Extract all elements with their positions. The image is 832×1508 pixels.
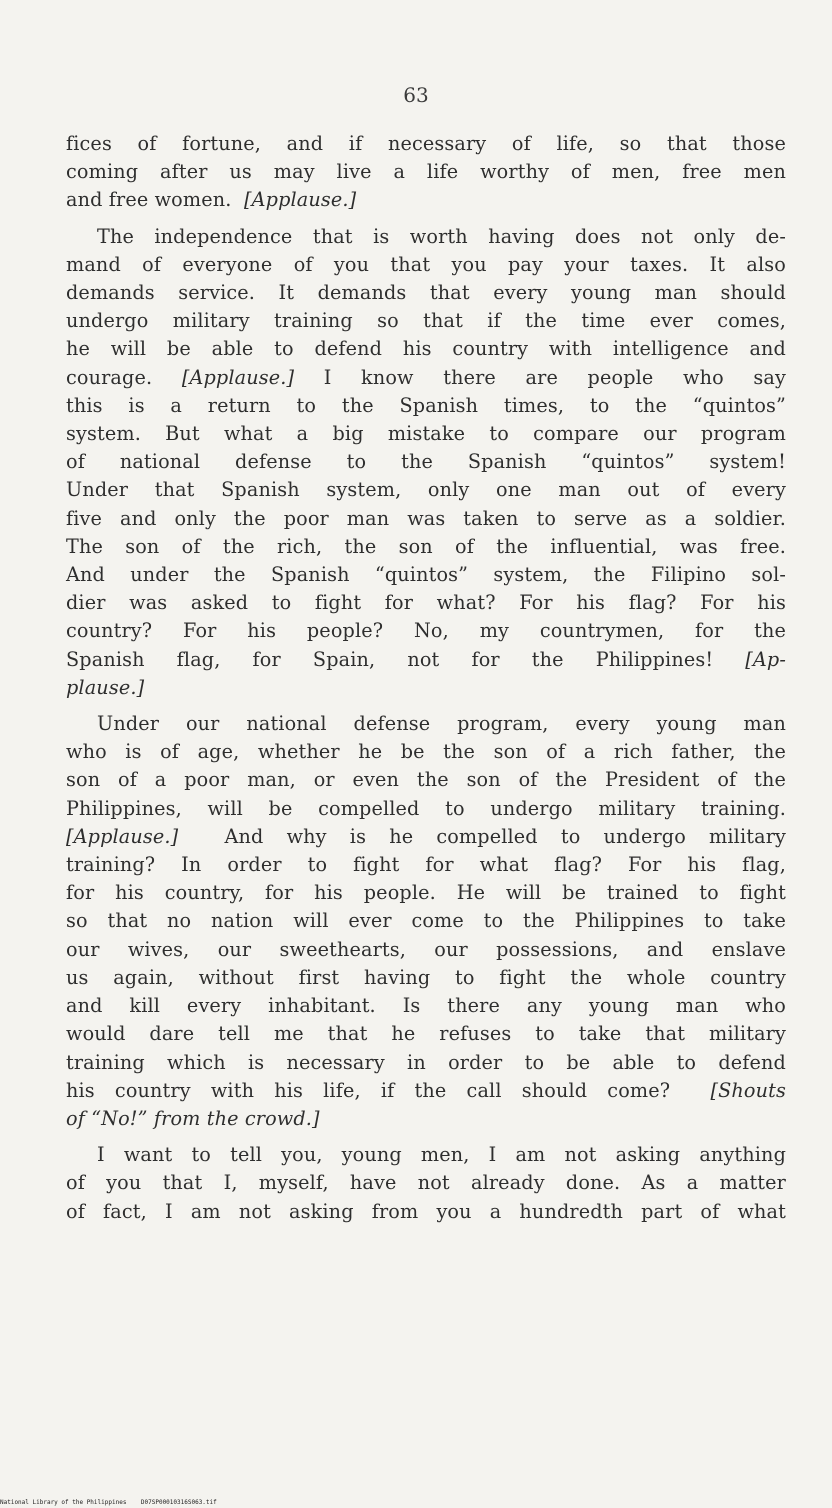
text-line: son of a poor man, or even the son of the President of the xyxy=(66,768,786,792)
text-line: so that no nation will ever come to the Philippines to take xyxy=(66,909,786,933)
text-line xyxy=(66,186,786,214)
footer-file: D07SP00010316S063.tif xyxy=(140,1499,217,1506)
text-line-segment: Spanish flag, for Spain, not for the Philippines! xyxy=(66,647,714,671)
document-body xyxy=(66,130,786,1226)
text-line-segment: And why is he compelled to undergo military xyxy=(224,824,787,848)
text-line: undergo military training so that if the time ever comes, xyxy=(66,309,786,333)
text-line: dier was asked to fight for what? For his flag? For his xyxy=(66,591,786,615)
text-line: he will be able to defend his country with intelligence and xyxy=(66,337,786,361)
text-line xyxy=(66,1077,786,1105)
stage-direction: plause.] xyxy=(66,675,145,699)
stage-direction: [Applause.] xyxy=(181,365,295,389)
text-line: Under our national defense program, every young man xyxy=(97,712,786,736)
text-line: coming after us may live a life worthy of men, free men xyxy=(66,160,786,184)
text-line xyxy=(66,674,786,702)
paragraph-gap xyxy=(66,702,786,710)
text-line: fices of fortune, and if necessary of life, so that those xyxy=(66,132,786,155)
page-number: 63 xyxy=(403,83,429,107)
paragraph-gap xyxy=(66,215,786,223)
text-line: mand of everyone of you that you pay your taxes. It also xyxy=(66,252,786,276)
text-line: The independence that is worth having does not only de- xyxy=(97,224,786,248)
stage-direction: [Applause.] xyxy=(244,188,357,212)
text-line: And under the Spanish “quintos” system, the Filipino sol- xyxy=(66,563,786,587)
stage-direction: [Shouts xyxy=(710,1078,786,1102)
text-line: would dare tell me that he refuses to take that military xyxy=(66,1022,786,1046)
text-line xyxy=(66,646,786,674)
text-line: this is a return to the Spanish times, to the “quintos” xyxy=(66,393,786,417)
text-line-segment: I know there are people who say xyxy=(323,365,786,389)
text-line: Under that Spanish system, only one man out of every xyxy=(66,478,786,502)
text-line: Philippines, will be compelled to undergo military training. xyxy=(66,796,786,820)
stage-direction: [Ap- xyxy=(745,647,786,671)
text-line: training? In order to fight for what flag? For his flag, xyxy=(66,853,786,877)
footer-source: National Library of the Philippines xyxy=(0,1499,127,1506)
text-line: The son of the rich, the son of the influential, was free. xyxy=(66,534,786,558)
text-line: of fact, I am not asking from you a hundredth part of what xyxy=(66,1199,786,1223)
stage-direction: of “No!” from the crowd.] xyxy=(66,1106,320,1130)
text-line: five and only the poor man was taken to serve as a soldier. xyxy=(66,506,786,530)
text-line: for his country, for his people. He will be trained to fight xyxy=(66,881,786,905)
text-line: of national defense to the Spanish “quintos” system! xyxy=(66,450,786,474)
text-line-segment: courage. xyxy=(66,365,153,389)
text-line xyxy=(66,823,786,851)
text-line-segment: his country with his life, if the call should come? xyxy=(66,1078,671,1102)
text-line: our wives, our sweethearts, our possessions, and enslave xyxy=(66,937,786,961)
paragraph-gap xyxy=(66,1133,786,1141)
stage-direction: [Applause.] xyxy=(66,824,179,848)
text-line: who is of age, whether he be the son of a rich father, the xyxy=(66,740,786,764)
text-line: and kill every inhabitant. Is there any young man who xyxy=(66,994,786,1018)
scan-footer xyxy=(0,1499,217,1506)
text-line: system. But what a big mistake to compare our program xyxy=(66,422,786,446)
text-line: demands service. It demands that every young man should xyxy=(66,281,786,305)
text-line-segment: and free women. xyxy=(66,188,232,212)
text-line: country? For his people? No, my countrymen, for the xyxy=(66,619,786,643)
text-line xyxy=(66,364,786,392)
text-line: training which is necessary in order to be able to defend xyxy=(66,1050,786,1074)
text-line: I want to tell you, young men, I am not asking anything xyxy=(97,1143,786,1167)
text-line: of you that I, myself, have not already done. As a matter xyxy=(66,1171,786,1195)
text-line xyxy=(66,1105,786,1133)
text-line: us again, without first having to fight the whole country xyxy=(66,965,786,989)
